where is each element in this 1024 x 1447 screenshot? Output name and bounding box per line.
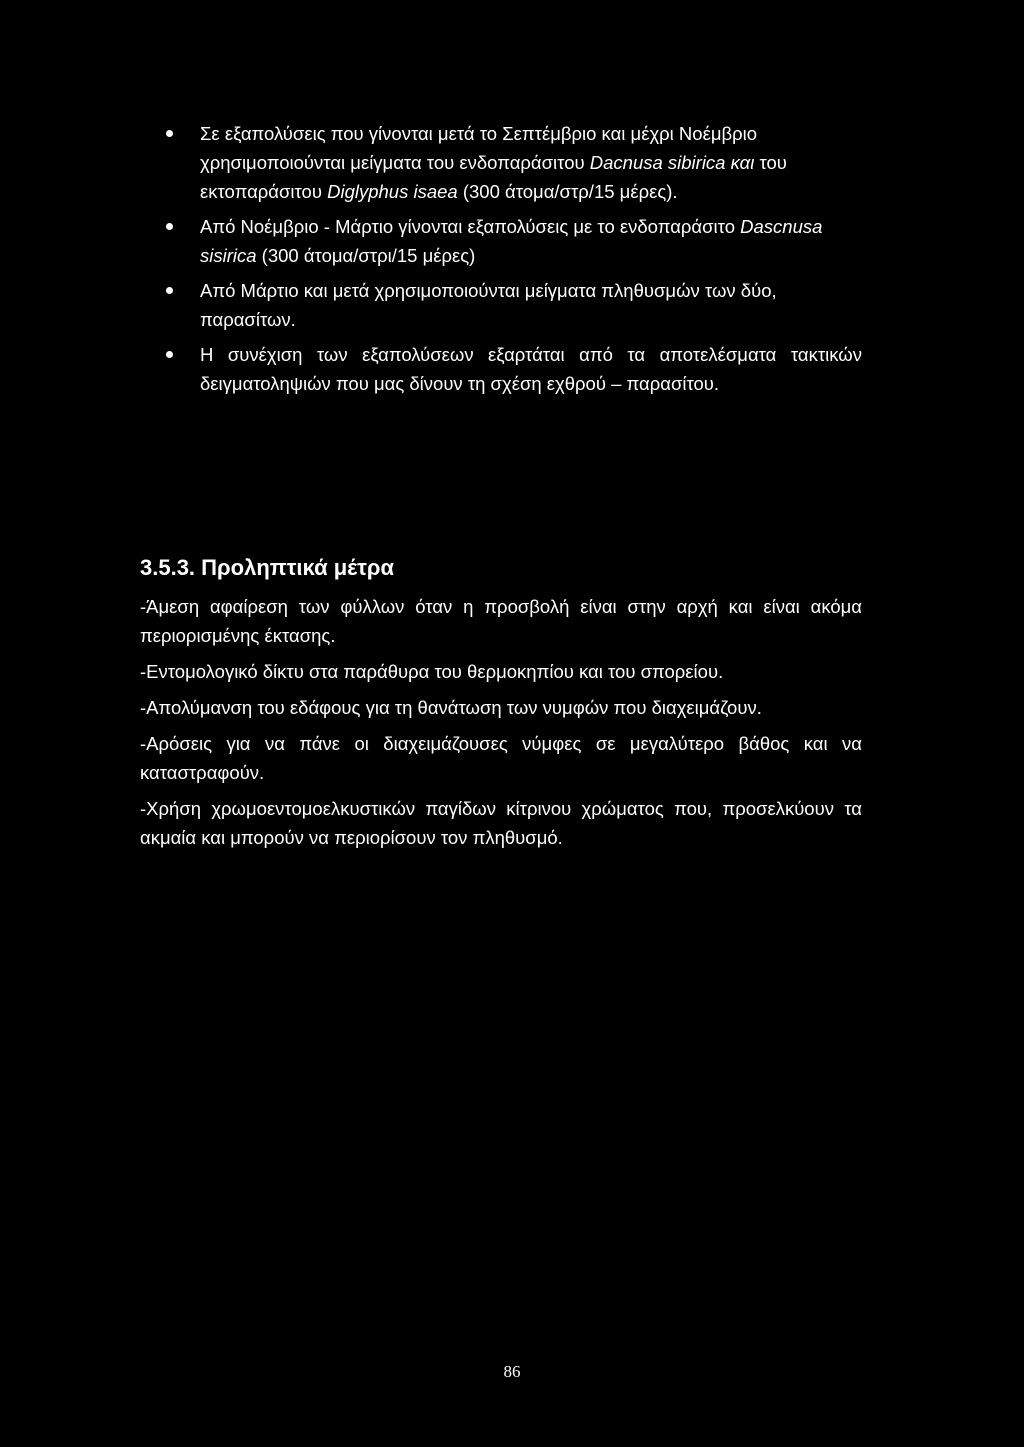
- bullet-text-part: Η συνέχιση των εξαπολύσεων εξαρτάται από τα αποτελέσματα τακτικών δειγματοληψιών που μας δίνουν τη σχέση εχθρού – παρασίτου.: [200, 344, 862, 394]
- bullet-item: [166, 119, 862, 206]
- measure-item: -Άμεση αφαίρεση των φύλλων όταν η προσβολή είναι στην αρχή και είναι ακόμα περιορισμένης έκτασης.: [140, 596, 862, 646]
- page-number: 86: [503, 1362, 521, 1381]
- bullet-text-part: Από Νοέμβριο - Μάρτιο γίνονται εξαπολύσεις με το ενδοπαράσιτο: [200, 216, 741, 237]
- bullet-text-part: του εκτοπαράσιτου: [200, 152, 787, 202]
- bullet-dot-icon: [166, 223, 173, 230]
- bullet-dot-icon: [166, 351, 173, 358]
- bullet-text-part: (300 άτομα/στρι/15 μέρες): [256, 245, 476, 266]
- bullet-item: [166, 276, 862, 334]
- bullet-list: [166, 119, 862, 404]
- bullet-dot-icon: [166, 130, 173, 137]
- species-name: Dascnusa sisirica: [200, 216, 823, 266]
- bullet-dot-icon: [166, 287, 173, 294]
- species-name: Diglyphus isaea: [327, 181, 458, 202]
- measure-item: -Απολύμανση του εδάφους για τη θανάτωση των νυμφών που διαχειμάζουν.: [140, 697, 762, 718]
- preventive-measures: [140, 592, 862, 859]
- bullet-item: [166, 212, 862, 270]
- bullet-text-part: (300 άτομα/στρ/15 μέρες).: [457, 181, 678, 202]
- measure-item: -Εντομολογικό δίκτυ στα παράθυρα του θερμοκηπίου και του σπορείου.: [140, 661, 724, 682]
- bullet-text-part: Από Μάρτιο και μετά χρησιμοποιούνται μείγματα πληθυσμών των δύο, παρασίτων.: [200, 280, 777, 330]
- bullet-item: [166, 340, 862, 398]
- measure-item: -Αρόσεις για να πάνε οι διαχειμάζουσες νύμφες σε μεγαλύτερο βάθος και να καταστραφούν.: [140, 733, 862, 783]
- measure-item: -Χρήση χρωμοεντομοελκυστικών παγίδων κίτρινου χρώματος που, προσελκύουν τα ακμαία και μπορούν να περιορίσουν τον πληθυσμό.: [140, 798, 862, 848]
- section-heading: 3.5.3. Προληπτικά μέτρα: [140, 555, 395, 580]
- bullet-text-part: Σε εξαπολύσεις που γίνονται μετά το Σεπτέμβριο και μέχρι Νοέμβριο χρησιμοποιούνται μείγματα του ενδοπαράσιτου: [200, 123, 758, 173]
- species-name: Dacnusa sibirica και: [589, 152, 755, 173]
